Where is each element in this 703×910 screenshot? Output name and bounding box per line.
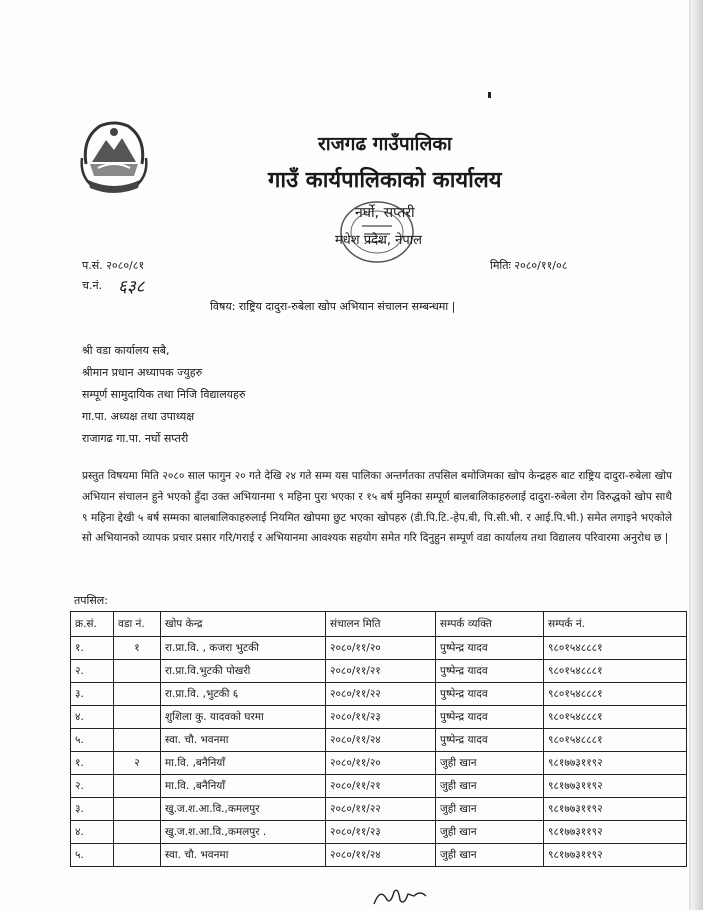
cell-center: स्वा. चौ. भवनमा	[161, 844, 326, 867]
cell-serial: २.	[71, 660, 114, 683]
cell-contact-number: ९८०१५४८८८१	[544, 706, 687, 729]
table-row	[71, 798, 687, 821]
cell-center: शुशिला कु. यादवको घरमा	[161, 706, 326, 729]
cell-center: रा.प्रा.वि.भुटकी पोखरी	[161, 660, 326, 683]
col-header-serial: क्र.सं.	[71, 612, 114, 637]
cell-date: २०८०/११/२१	[326, 660, 436, 683]
cell-center: खु.ज.श.आ.वि.,कमलपुर	[161, 798, 326, 821]
nepal-emblem-icon	[78, 118, 150, 200]
cell-contact-person: जुही खान	[436, 775, 544, 798]
cell-contact-person: पुष्पेन्द्र यादव	[436, 706, 544, 729]
cell-serial: ४.	[71, 706, 114, 729]
col-header-date: संचालन मिति	[326, 612, 436, 637]
office-location: नर्घो, सप्तरी	[355, 205, 415, 221]
table-row	[71, 637, 687, 660]
cell-center: स्वा. चौ. भवनमा	[161, 729, 326, 752]
signature-icon	[370, 884, 430, 908]
cell-contact-person: जुही खान	[436, 821, 544, 844]
col-header-contact-number: सम्पर्क नं.	[544, 612, 687, 637]
cell-ward	[114, 729, 161, 752]
cell-contact-person: जुही खान	[436, 752, 544, 775]
recipient-line: श्री वडा कार्यालय सबै,	[82, 344, 170, 357]
col-header-contact-person: सम्पर्क व्यक्ति	[436, 612, 544, 637]
cell-center: खु.ज.श.आ.वि.,कमलपुर .	[161, 821, 326, 844]
cell-date: २०८०/११/२२	[326, 798, 436, 821]
cell-serial: १.	[71, 752, 114, 775]
office-name: गाउँ कार्यपालिकाको कार्यालय	[268, 168, 502, 193]
table-row	[71, 683, 687, 706]
cell-contact-person: जुही खान	[436, 798, 544, 821]
table-row	[71, 706, 687, 729]
cell-ward	[114, 844, 161, 867]
cell-contact-number: ९८०१५४८८८१	[544, 637, 687, 660]
cell-serial: ३.	[71, 798, 114, 821]
cell-contact-number: ९८१७७३११९२	[544, 798, 687, 821]
cell-contact-person: पुष्पेन्द्र यादव	[436, 729, 544, 752]
chalan-label: च.नं.	[82, 279, 103, 292]
cell-serial: ४.	[71, 821, 114, 844]
table-row	[71, 660, 687, 683]
cell-ward	[114, 683, 161, 706]
recipient-line: सम्पूर्ण सामुदायिक तथा निजि विद्यालयहरु	[82, 388, 246, 401]
letter-body: प्रस्तुत विषयमा मिति २०८० साल फागुन २० गते देखि २४ गते सम्म यस पालिका अन्तर्गतका तपसिल बमोजिमका खोप केन्द्रहरु बाट राष्ट्रिय दादुरा-रुबेला खोप अभियान संचालन हुने भएको हुँदा उक्त अभियानमा ९ महिना पुरा भएका र १५ बर्ष मुनिका सम्पूर्ण बालबालिकाहरुलाई दादुरा-रुबेला रोग विरुद्धको खोप साथै ९ महिना द्देखी ५ बर्ष सम्मका बालबालिकाहरुलाई नियमित खोपमा छुट भएका खोपहरु (डी.पि.टि.-हेप.बी, पि.सी.भी. र आई.पि.भी.) समेत लगाइने भएकोले सो अभियानको व्यापक प्रचार प्रसार गरि/गराई र अभियानमा आवश्यक सहयोग समेत गरि दिनुहुन सम्पूर्ण वडा कार्यालय तथा विद्यालय परिवारमा अनुरोध छ |	[82, 470, 672, 545]
cell-ward	[114, 798, 161, 821]
table-row	[71, 821, 687, 844]
cell-serial: १.	[71, 637, 114, 660]
cell-contact-number: ९८१७७३११९२	[544, 775, 687, 798]
col-header-center: खोप केन्द्र	[161, 612, 326, 637]
cell-center: रा.प्रा.वि. , कजरा भुटकी	[161, 637, 326, 660]
letter-subject: विषय: राष्ट्रिय दादुरा-रुबेला खोप अभियान संचालन सम्बन्धमा |	[210, 300, 456, 313]
letter-date: मितिः २०८०/११/०८	[490, 259, 568, 272]
cell-date: २०८०/११/२२	[326, 683, 436, 706]
ink-mark	[488, 92, 491, 98]
cell-date: २०८०/११/२४	[326, 729, 436, 752]
office-province: मधेश प्रदेश, नेपाल	[335, 233, 422, 248]
cell-contact-person: जुही खान	[436, 844, 544, 867]
cell-ward: २	[114, 752, 161, 775]
table-header-row	[71, 612, 687, 637]
cell-contact-number: ९८०१५४८८८१	[544, 660, 687, 683]
reference-number: प.सं. २०८०/८१	[82, 259, 145, 272]
cell-serial: २.	[71, 775, 114, 798]
cell-center: मा.वि. ,बनैनियाँ	[161, 775, 326, 798]
cell-contact-number: ९८१७७३११९२	[544, 821, 687, 844]
cell-date: २०८०/११/२३	[326, 706, 436, 729]
municipality-name: राजगढ गाउँपालिका	[318, 133, 452, 155]
cell-serial: ३.	[71, 683, 114, 706]
cell-date: २०८०/११/२३	[326, 821, 436, 844]
cell-contact-number: ९८०१५४८८८१	[544, 729, 687, 752]
table-row	[71, 844, 687, 867]
recipient-line: श्रीमान प्रधान अध्यापक ज्युहरु	[82, 366, 203, 379]
cell-contact-person: पुष्पेन्द्र यादव	[436, 660, 544, 683]
cell-center: मा.वि. ,बनैनियाँ	[161, 752, 326, 775]
cell-contact-person: पुष्पेन्द्र यादव	[436, 683, 544, 706]
cell-ward	[114, 660, 161, 683]
cell-contact-number: ९८१७७३११९२	[544, 844, 687, 867]
table-row	[71, 775, 687, 798]
cell-ward: १	[114, 637, 161, 660]
table-row	[71, 752, 687, 775]
recipient-line: गा.पा. अध्यक्ष तथा उपाध्यक्ष	[82, 410, 195, 423]
cell-ward	[114, 821, 161, 844]
chalan-number: ६३८	[118, 277, 145, 297]
cell-center: रा.प्रा.वि. ,भुटकी ६	[161, 683, 326, 706]
cell-ward	[114, 775, 161, 798]
cell-serial: ५.	[71, 844, 114, 867]
cell-contact-number: ९८१७७३११९२	[544, 752, 687, 775]
table-row	[71, 729, 687, 752]
cell-contact-number: ९८०१५४८८८१	[544, 683, 687, 706]
recipient-line: राजागढ गा.पा. नर्घो सप्तरी	[82, 432, 189, 445]
cell-contact-person: पुष्पेन्द्र यादव	[436, 637, 544, 660]
schedule-label: तपसिल:	[74, 594, 108, 607]
cell-date: २०८०/११/२४	[326, 844, 436, 867]
cell-serial: ५.	[71, 729, 114, 752]
cell-date: २०८०/११/२०	[326, 637, 436, 660]
cell-date: २०८०/११/२१	[326, 775, 436, 798]
col-header-ward: वडा नं.	[114, 612, 161, 637]
vaccination-schedule-table	[70, 611, 687, 867]
page-edge	[691, 0, 703, 910]
cell-date: २०८०/११/२०	[326, 752, 436, 775]
cell-ward	[114, 706, 161, 729]
